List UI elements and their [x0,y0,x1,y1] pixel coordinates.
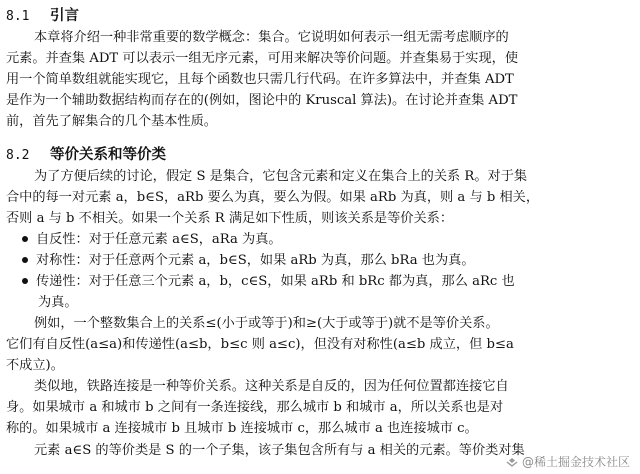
watermark-text: @稀土掘金技术社区 [521,455,630,469]
bullet-text: 对称性：对于任意两个元素 a，b∈S，如果 aRb 为真，那么 bRa 也为真。 [36,253,475,268]
paragraph-line: 合中的每一对元素 a，b∈S，aRb 要么为真，要么为假。如果 aRb 为真，则 a 与 b 相关， [6,190,540,205]
paragraph-line: 身。如果城市 a 和城市 b 之间有一条连接线，那么城市 b 和城市 a，所以关系也是对 [6,400,504,415]
paragraph-line: 元素 a∈S 的等价类是 S 的一个子集，该子集包含所有与 a 相关的元素。等价类对集 [34,443,525,458]
juejin-logo-icon [506,458,518,468]
paragraph-line: 为了方便后续的讨论，假定 S 是集合，它包含元素和定义在集合上的关系 R。对于集 [34,169,528,184]
paragraph-line: 例如，一个整数集合上的关系≤(小于或等于)和≥(大于或等于)就不是等价关系。 [34,316,499,331]
paragraph-line: 元素。并查集 ADT 可以表示一组无序元素，可用来解决等价问题。并查集易于实现，使 [6,51,519,66]
section-title: 引言 [50,8,79,24]
bullet-icon [22,236,28,242]
paragraph-line: 前，首先了解集合的几个基本性质。 [6,114,217,129]
bullet-icon [22,278,28,284]
section-title: 等价关系和等价类 [50,147,166,163]
paragraph-line: 用一个简单数组就能实现它，且每个函数也只需几行代码。在许多算法中，并查集 ADT [6,72,514,87]
bullet-item-symmetric [22,250,624,271]
bullet-text: 自反性：对于任意元素 a∈S，aRa 为真。 [36,232,282,247]
paragraph-line: 否则 a 与 b 不相关。如果一个关系 R 满足如下性质，则该关系是等价关系： [6,211,454,226]
section-heading-8-2 [6,143,166,164]
bullet-item-reflexive [22,229,624,250]
bullet-icon [22,257,28,263]
paragraph-line: 不成立)。 [6,358,64,373]
paragraph-line: 本章将介绍一种非常重要的数学概念：集合。它说明如何表示一组无需考虑顺序的 [34,30,509,45]
bullet-item-transitive [22,271,624,292]
paragraph-line: 称的。如果城市 a 连接城市 b 且城市 b 连接城市 c，那么城市 a 也连接城市 c。 [6,421,478,436]
bullet-text: 传递性：对于任意三个元素 a，b，c∈S，如果 aRb 和 bRc 都为真，那么 aRc 也 [36,274,515,289]
section-number: 8.1 [6,9,30,24]
section-number: 8.2 [6,148,30,163]
paragraph-line: 它们有自反性(a≤a)和传递性(a≤b，b≤c 则 a≤c)，但没有对称性(a≤b 成立，但 b≤a [6,337,514,352]
paragraph-line: 是作为一个辅助数据结构而存在的(例如，图论中的 Kruscal 算法)。在讨论并查集 ADT [6,93,518,108]
watermark [506,453,630,470]
bullet-continuation: 为真。 [38,295,78,310]
section-heading-8-1 [6,4,79,25]
paragraph-line: 类似地，铁路连接是一种等价关系。这种关系是自反的，因为任何位置都连接它自 [34,379,509,394]
